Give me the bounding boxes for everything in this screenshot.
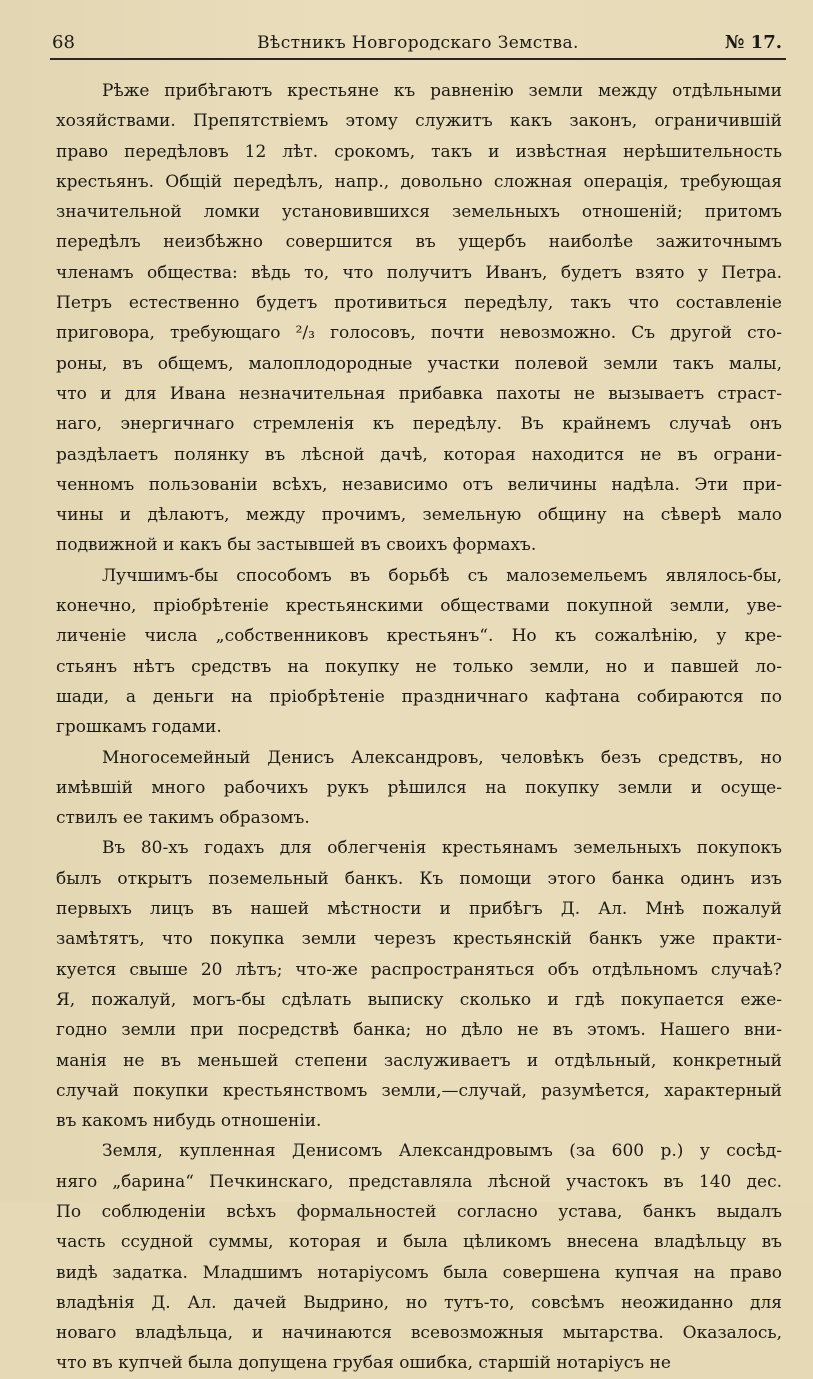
text-line: владѣнія Д. Ал. дачей Выдрино, но тутъ-то, совсѣмъ неожиданно для xyxy=(56,1292,782,1313)
text-line: что и для Ивана незначительная прибавка пахоты не вызываетъ страст- xyxy=(56,383,782,404)
text-line: раздѣлаетъ полянку въ лѣсной дачѣ, которая находится не въ ограни- xyxy=(56,444,782,465)
text-line: годно земли при посредствѣ банка; но дѣло не въ этомъ. Нашего вни- xyxy=(56,1020,782,1041)
text-line: Лучшимъ-бы способомъ въ борьбѣ съ малоземельемъ являлось-бы, xyxy=(102,565,782,586)
text-line: что въ купчей была допущена грубая ошибка, старшій нотаріусъ не xyxy=(56,1353,671,1374)
text-line: былъ открытъ поземельный банкъ. Къ помощи этого банка одинъ изъ xyxy=(56,868,782,889)
text-line: право передѣловъ 12 лѣт. срокомъ, такъ и извѣстная нерѣшительность xyxy=(56,141,782,162)
text-line: Петръ естественно будетъ противиться передѣлу, такъ что составленіе xyxy=(56,293,782,314)
text-line: По соблюденіи всѣхъ формальностей согласно устава, банкъ выдалъ xyxy=(56,1201,782,1222)
text-line: наго, энергичнаго стремленія къ передѣлу. Въ крайнемъ случаѣ онъ xyxy=(56,414,782,435)
text-line: няго „барина“ Печкинскаго, представляла лѣсной участокъ въ 140 дес. xyxy=(56,1171,782,1192)
paragraph xyxy=(56,743,782,834)
text-line: Земля, купленная Денисомъ Александровымъ (за 600 р.) у сосѣд- xyxy=(102,1141,782,1162)
text-line: крестьянъ. Общій передѣлъ, напр., довольно сложная операція, требующая xyxy=(56,171,782,192)
text-line: шади, а деньги на пріобрѣтеніе праздничнаго кафтана собираются по xyxy=(56,686,782,707)
text-line: личеніе числа „собственниковъ крестьянъ“. Но къ сожалѣнію, у кре- xyxy=(56,626,782,647)
text-line: Въ 80-хъ годахъ для облегченія крестьянамъ земельныхъ покупокъ xyxy=(102,838,782,859)
text-line: куется свыше 20 лѣтъ; что-же распространяться объ отдѣльномъ случаѣ? xyxy=(56,959,782,980)
issue-number: № 17. xyxy=(724,32,782,53)
text-line: значительной ломки установившихся земельныхъ отношеній; притомъ xyxy=(56,202,782,223)
text-line: случай покупки крестьянствомъ земли,—случай, разумѣется, характерный xyxy=(56,1080,782,1101)
text-line: стьянъ нѣтъ средствъ на покупку не только земли, но и павшей ло- xyxy=(56,656,782,677)
paragraph xyxy=(56,1136,782,1378)
paragraph xyxy=(56,561,782,743)
paragraph xyxy=(56,76,782,561)
page-number: 68 xyxy=(52,32,75,53)
paragraph xyxy=(56,833,782,1136)
text-line: передѣлъ неизбѣжно совершится въ ущербъ наиболѣе зажиточнымъ xyxy=(56,232,782,253)
text-line: ствилъ ее такимъ образомъ. xyxy=(56,808,310,829)
text-line: Рѣже прибѣгаютъ крестьяне къ равненію земли между отдѣльными xyxy=(102,81,782,101)
text-line: роны, въ общемъ, малоплодородные участки полевой земли такъ малы, xyxy=(56,353,782,374)
body-text xyxy=(56,76,782,1379)
text-line: Многосемейный Денисъ Александровъ, человѣкъ безъ средствъ, но xyxy=(102,747,782,768)
text-line: приговора, требующаго ²/₃ голосовъ, почти невозможно. Съ другой сто- xyxy=(56,323,782,344)
text-line: замѣтятъ, что покупка земли черезъ крестьянскій банкъ уже практи- xyxy=(56,929,782,950)
journal-title: Вѣстникъ Новгородскаго Земства. xyxy=(257,33,579,53)
text-line: новаго владѣльца, и начинаются всевозможныя мытарства. Оказалось, xyxy=(56,1323,782,1344)
text-line: манія не въ меньшей степени заслуживаетъ и отдѣльный, конкретный xyxy=(56,1050,782,1071)
text-line: подвижной и какъ бы застывшей въ своихъ формахъ. xyxy=(56,535,537,556)
text-line: чины и дѣлаютъ, между прочимъ, земельную общину на сѣверѣ мало xyxy=(56,505,782,526)
text-line: первыхъ лицъ въ нашей мѣстности и прибѣгъ Д. Ал. Мнѣ пожалуй xyxy=(56,899,782,920)
text-line: ченномъ пользованіи всѣхъ, независимо отъ величины надѣла. Эти при- xyxy=(56,474,782,495)
text-line: грошкамъ годами. xyxy=(56,717,222,738)
text-line: въ какомъ нибудь отношеніи. xyxy=(56,1111,322,1132)
page-header xyxy=(50,32,786,58)
header-rule xyxy=(50,58,786,60)
text-line: членамъ общества: вѣдь то, что получитъ Иванъ, будетъ взято у Петра. xyxy=(56,262,782,283)
text-line: видѣ задатка. Младшимъ нотаріусомъ была совершена купчая на право xyxy=(56,1262,782,1283)
text-line: часть ссудной суммы, которая и была цѣликомъ внесена владѣльцу въ xyxy=(56,1232,782,1253)
text-line: имѣвшій много рабочихъ рукъ рѣшился на покупку земли и осуще- xyxy=(56,777,782,798)
text-line: Я, пожалуй, могъ-бы сдѣлать выписку сколько и гдѣ покупается еже- xyxy=(56,989,782,1010)
text-line: конечно, пріобрѣтеніе крестьянскими обществами покупной земли, уве- xyxy=(56,596,782,617)
text-line: хозяйствами. Препятствіемъ этому служитъ какъ законъ, ограничившій xyxy=(56,111,782,132)
